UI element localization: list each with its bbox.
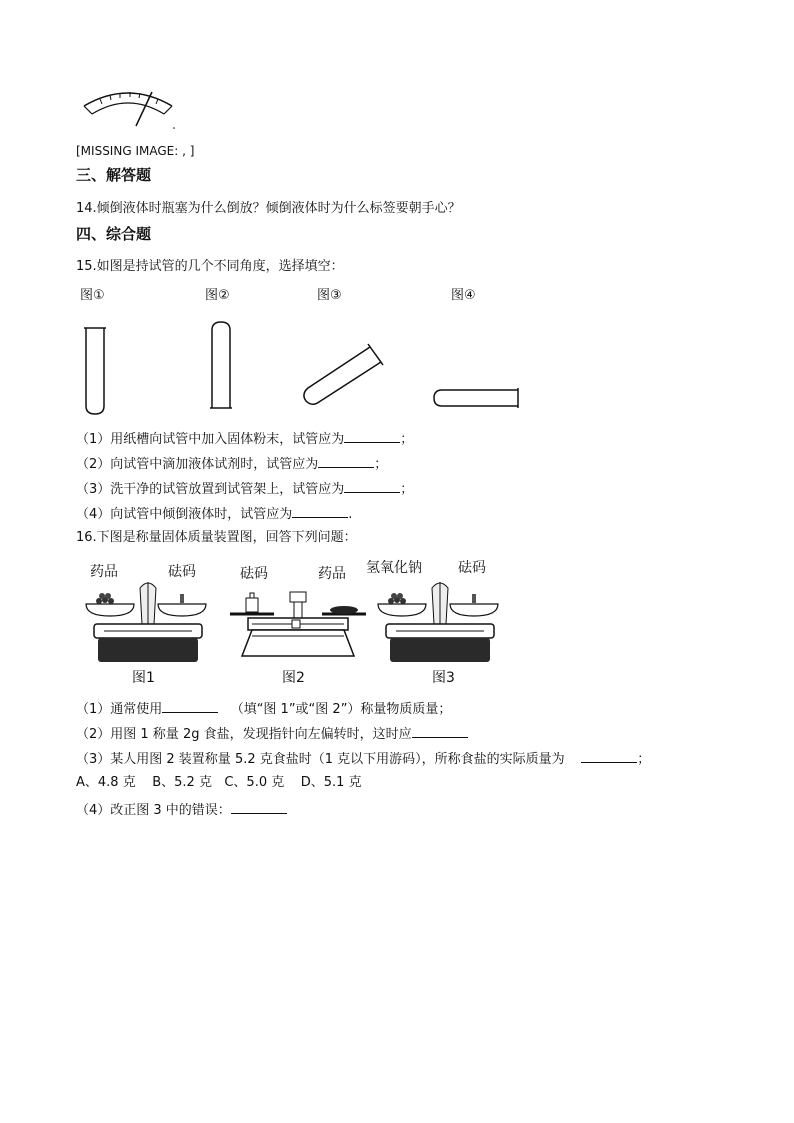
q16-part-3: （3）某人用图 2 装置称量 5.2 克食盐时（1 克以下用游码），所称食盐的实际质量为 ； xyxy=(76,752,651,767)
question-16-stem: 16.下图是称量固体质量装置图，回答下列问题： xyxy=(76,530,357,545)
q15-part-4: （4）向试管中倾倒液体时，试管应为 . xyxy=(76,507,353,522)
q15-answer-blank-3[interactable] xyxy=(344,480,400,493)
fig2-left-label: 砝码 xyxy=(240,566,268,582)
q15-part-3: （3）洗干净的试管放置到试管架上，试管应为 ； xyxy=(76,482,414,497)
fig3-right-label: 砝码 xyxy=(458,560,486,576)
balance-drawing-2 xyxy=(228,584,368,664)
fig1-left-label: 药品 xyxy=(90,564,118,580)
question-14: 14.倾倒液体时瓶塞为什么倒放？倾倒液体时为什么标签要朝手心？ xyxy=(76,201,461,216)
test-tube-figures xyxy=(70,318,540,420)
fig3-left-label: 氢氧化钠 xyxy=(366,560,422,576)
fig-label-4: 图④ xyxy=(451,288,476,303)
balance-figure-1 xyxy=(84,562,214,692)
q15-answer-blank-2[interactable] xyxy=(318,455,374,468)
balance-drawing-3 xyxy=(376,580,506,665)
fig3-caption: 图3 xyxy=(432,670,455,686)
fig2-right-label: 药品 xyxy=(318,566,346,582)
q16-answer-blank-3[interactable] xyxy=(581,750,637,763)
q16-answer-blank-1[interactable] xyxy=(162,700,218,713)
q15-part-2: （2）向试管中滴加液体试剂时，试管应为 ； xyxy=(76,457,388,472)
q16-answer-blank-2[interactable] xyxy=(412,725,468,738)
fig-label-3: 图③ xyxy=(317,288,342,303)
balance-drawing-1 xyxy=(84,580,214,665)
q15-answer-blank-1[interactable] xyxy=(344,430,400,443)
q16-part-1: （1）通常使用 （填“图 1”或“图 2”）称量物质质量； xyxy=(76,702,452,717)
fig2-caption: 图2 xyxy=(282,670,305,686)
fig-label-1: 图① xyxy=(80,288,105,303)
q16-part-4: （4）改正图 3 中的错误： xyxy=(76,801,287,819)
question-15-stem: 15.如图是持试管的几个不同角度，选择填空： xyxy=(76,259,344,274)
fig1-right-label: 砝码 xyxy=(168,564,196,580)
q16-answer-blank-4[interactable] xyxy=(231,801,287,814)
fig1-caption: 图1 xyxy=(132,670,155,686)
balance-figure-2 xyxy=(228,562,368,692)
section-4-heading: 四、综合题 xyxy=(76,225,152,243)
q16-options: A、4.8 克 B、5.2 克 C、5.0 克 D、5.1 克 xyxy=(76,775,362,790)
meter-dial-image xyxy=(78,84,178,132)
missing-image-placeholder: [MISSING IMAGE: , ] xyxy=(76,144,195,158)
q15-answer-blank-4[interactable] xyxy=(292,505,348,518)
section-3-heading: 三、解答题 xyxy=(76,166,152,184)
q16-part-2: （2）用图 1 称量 2g 食盐，发现指针向左偏转时，这时应 xyxy=(76,725,468,743)
fig-label-2: 图② xyxy=(205,288,230,303)
q15-part-1: （1）用纸槽向试管中加入固体粉末，试管应为 ； xyxy=(76,432,414,447)
balance-figure-3 xyxy=(366,558,506,692)
